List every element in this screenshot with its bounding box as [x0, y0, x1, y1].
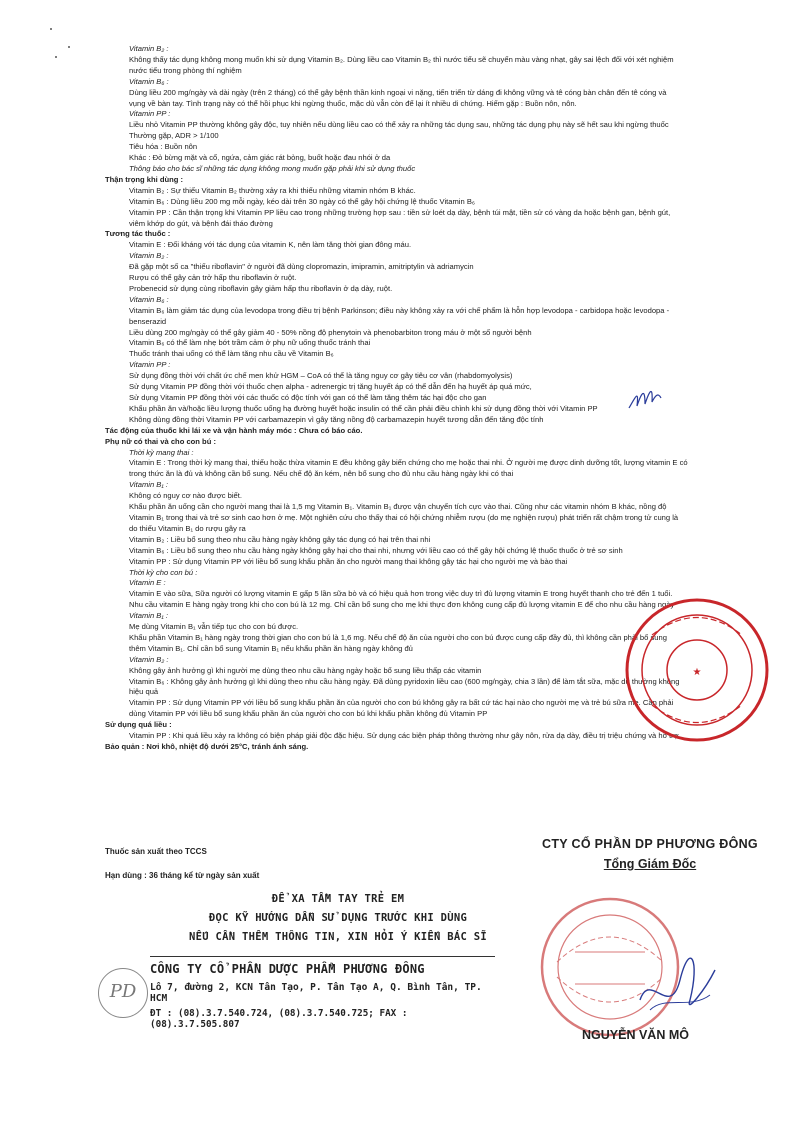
item-label: Vitamin B₂ :	[129, 654, 169, 664]
manufacturer-address: Lô 7, đường 2, KCN Tân Tạo, P. Tân Tạo A, Q. Bình Tân, TP. HCM	[150, 982, 482, 1004]
body-line: Đã gặp một số ca "thiếu riboflavin" ở người đã dùng clopromazin, imipramin, amitriptylin và adriamycin	[129, 262, 474, 272]
manufacturer-block	[150, 962, 495, 1030]
section-heading: Sử dụng quá liều :	[105, 720, 172, 730]
body-line: Vitamin E vào sữa, Sữa người có lượng vitamin E gấp 5 lần sữa bò và có hiệu quả hơn trong việc duy trì đủ lượng vitamin E trong huyết thanh cho trẻ đến 1 tuổi.	[129, 589, 673, 599]
item-label: Vitamin B₆ :	[129, 294, 169, 304]
production-info	[105, 840, 259, 888]
warning-line: NẾU CẦN THÊM THÔNG TIN, XIN HỎI Ý KIẾN BÁC SĨ	[189, 931, 487, 943]
scan-speck	[50, 28, 52, 30]
body-line: Không gây ảnh hưởng gì khi người mẹ dùng theo nhu cầu hàng ngày hoặc bổ sung liều thấp các vitamin	[129, 665, 482, 675]
section-heading: Phụ nữ có thai và cho con bú :	[105, 436, 216, 446]
body-line: Không dùng đồng thời Vitamin PP với carbamazepin vì gây tăng nồng độ carbamazepin huyết tương dẫn đến tăng độc tính	[129, 414, 544, 424]
body-line: Rượu có thể gây cản trở hấp thu riboflavin ở ruột.	[129, 273, 297, 283]
body-line: Vitamin B₆ có thể làm nhẹ bớt trầm cảm ở phụ nữ uống thuốc tránh thai	[129, 338, 371, 348]
body-line: nước tiểu trong phòng thí nghiệm	[129, 65, 242, 75]
section-heading: Bảo quản : Nơi khô, nhiệt độ dưới 25°C, tránh ánh sáng.	[105, 742, 309, 751]
body-line: Thuốc tránh thai uống có thể làm tăng nhu cầu về Vitamin B₆	[129, 349, 334, 359]
body-line: Vitamin PP : Khi quá liều xảy ra không có biện pháp giải độc đặc hiệu. Sử dụng các biện pháp thông thường như gây nôn, rửa dạ dày, điều trị triệu chứng và hỗ trợ.	[129, 731, 681, 741]
body-line: Dùng liều 200 mg/ngày và dài ngày (trên 2 tháng) có thể gây bệnh thần kinh ngoại vi nặng, tiến triển từ dáng đi không vững và tê cóng bàn chân đến tê cóng và	[129, 87, 667, 97]
item-label: Thời kỳ cho con bú :	[129, 567, 198, 577]
scan-speck	[68, 46, 70, 48]
body-line: Thường gặp, ADR > 1/100	[129, 131, 219, 141]
signer-title: Tổng Giám Đốc	[603, 857, 697, 871]
body-line: Vitamin B₆ làm giảm tác dụng của levodopa trong điều trị bệnh Parkinson; điều này không xảy ra với chế phẩm là hỗn hợp levodopa - carbidopa hoặc levodopa -	[129, 305, 670, 315]
body-line: Vitamin PP : Sử dụng Vitamin PP với liều bổ sung khẩu phần ăn của người cho con bú không gây ra bất cứ tác hại nào cho người mẹ và trẻ bú sữa mẹ. Cần phải	[129, 698, 674, 708]
body-line: Vitamin B₂ : Sự thiếu Vitamin B₂ thường xảy ra khi thiếu những vitamin nhóm B khác.	[129, 185, 416, 195]
expiry-info: Hạn dùng : 36 tháng kể từ ngày sản xuất	[105, 871, 260, 880]
body-line: Vitamin B₆ : Dùng liều 200 mg mỗi ngày, kéo dài trên 30 ngày có thể gây hội chứng lệ thuốc Vitamin B₆	[129, 196, 475, 206]
body-line: Vitamin E : Đối kháng với tác dụng của vitamin K, nên làm tăng thời gian đông máu.	[129, 240, 412, 250]
body-line: Vitamin PP : Sử dụng Vitamin PP với liều bổ sung khẩu phần ăn cho người mang thai không gây tác hại cho người mẹ và bào thai	[129, 556, 568, 566]
scan-speck	[55, 56, 57, 58]
warning-line: ĐỌC KỸ HƯỚNG DẪN SỬ DỤNG TRƯỚC KHI DÙNG	[208, 912, 468, 924]
ministry-seal-icon	[622, 595, 772, 745]
item-label: Vitamin PP :	[129, 360, 171, 370]
body-line: Mẹ dùng Vitamin B₁ vẫn tiếp tục cho con bú được.	[129, 622, 299, 632]
item-label: Vitamin E :	[129, 578, 166, 588]
item-label: Vitamin B₂ :	[129, 44, 169, 53]
item-label: Thông báo cho bác sĩ những tác dụng không mong muốn gặp phải khi sử dụng thuốc	[129, 163, 416, 173]
body-line: Vitamin B₂ : Liều bổ sung theo nhu cầu hàng ngày không gây tác dụng có hại trên thai nhi	[129, 534, 431, 544]
body-line: viêm khớp do gút, và bệnh đái tháo đường	[129, 218, 273, 228]
body-line: Nhu cầu vitamin E hàng ngày trong khi cho con bú là 12 mg. Chỉ cần bổ sung cho mẹ khi thực đơn không cung cấp đủ lượng vitamin E để cho nhu cầu hàng ngày	[129, 600, 675, 610]
body-line: Sử dụng Vitamin PP đồng thời với các thuốc có độc tính với gan có thể làm tăng thêm tác hại độc cho gan	[129, 393, 487, 402]
production-standard: Thuốc sản xuất theo TCCS	[105, 847, 207, 856]
item-label: Vitamin B₂ :	[129, 251, 169, 261]
company-logo-icon: PD	[98, 968, 148, 1018]
body-line: Liều nhỏ Vitamin PP thường không gây độc, tuy nhiên nếu dùng liều cao có thể xảy ra những tác dụng sau, những tác dụng phụ này sẽ hết sau khi ngừng thuốc	[129, 120, 669, 130]
company-name: CTY CỔ PHẦN DP PHƯƠNG ĐÔNG	[542, 837, 758, 851]
handwritten-initial	[625, 378, 665, 418]
body-line: Tiêu hóa : Buồn nôn	[129, 142, 198, 152]
body-line: Probenecid sử dụng cùng riboflavin gây giảm hấp thu riboflavin ở dạ dày, ruột.	[129, 283, 393, 293]
body-line: thêm Vitamin B₁. Chỉ cần bổ sung Vitamin B₁ nếu khẩu phần ăn hàng ngày không đủ	[129, 643, 413, 653]
manufacturer-phone: ĐT : (08).3.7.540.724, (08).3.7.540.725; FAX : (08).3.7.505.807	[150, 1008, 408, 1030]
body-line: Vitamin E : Trong thời kỳ mang thai, thiếu hoặc thừa vitamin E đều không gây biến chứng cho mẹ hoặc thai nhi. Ở người mẹ được dinh dưỡng tốt, lượng vitamin E có	[129, 458, 688, 468]
svg-text:★: ★	[692, 667, 702, 678]
body-line: Vitamin B₆ : Liều bổ sung theo nhu cầu hàng ngày không gây hại cho thai nhi, nhưng với liều cao có thể gây hội chứng lệ thuốc thuốc ở trẻ sơ sinh	[129, 545, 623, 555]
item-label: Vitamin PP :	[129, 109, 171, 119]
body-line: Khẩu phần ăn uống cần cho người mang thai là 1,5 mg Vitamin B₁. Vitamin B₁ được vận chuyển tích cực vào thai. Cũng như các vitamin nhóm B khác, nồng độ	[129, 502, 667, 512]
warning-line: ĐỂ XA TẦM TAY TRẺ EM	[271, 893, 405, 905]
manufacturer-name: CÔNG TY CỔ PHẦN DƯỢC PHẨM PHƯƠNG ĐÔNG	[150, 962, 425, 976]
item-label: Vitamin B₁ :	[129, 611, 168, 621]
signer-name: NGUYỄN VĂN MÔ	[582, 1028, 689, 1042]
body-line: vụng về bàn tay. Tình trạng này có thể hồi phục khi ngừng thuốc, mặc dù vẫn còn để lại ít nhiều di chứng. Hiếm gặp : Buồn nôn, nôn.	[129, 98, 577, 108]
body-line: trong thức ăn là đủ và không cần bổ sung. Nếu chế độ ăn kém, nên bổ sung cho đủ nhu cầu hàng ngày khi có thai	[129, 469, 514, 479]
divider	[150, 956, 495, 957]
body-line: dùng Vitamin PP với liều bổ sung khẩu phần ăn của người cho con bú khi khẩu phần không đủ Vitamin PP	[129, 709, 488, 719]
signature-icon	[630, 940, 720, 1030]
warning-block	[168, 890, 508, 947]
item-label: Thời kỳ mang thai :	[129, 447, 194, 457]
body-line: Vitamin B₁ trong thai và trẻ sơ sinh cao hơn ở mẹ. Một nghiên cứu cho thấy thai có hội chứng nhiễm rượu (do mẹ nghiện rượu) phát triển rất chậm trong tử cung là	[129, 512, 679, 522]
body-line: Vitamin B₆ : Không gây ảnh hưởng gì khi dùng theo nhu cầu hàng ngày. Đã dùng pyridoxin liều cao (600 mg/ngày, chia 3 lần) để làm tắt sữa, mặc dù thường không	[129, 676, 680, 686]
body-line: Khẩu phần ăn và/hoặc liều lượng thuốc uống hạ đường huyết hoặc insulin có thể cần phải điều chỉnh khi sử dụng đồng thời với Vitamin PP	[129, 403, 598, 413]
body-line: benserazid	[129, 316, 167, 326]
section-heading: Thận trọng khi dùng :	[105, 174, 184, 184]
body-line: hiệu quả	[129, 687, 159, 697]
item-label: Vitamin B₁ :	[129, 480, 168, 490]
section-heading: Tác động của thuốc khi lái xe và vận hành máy móc : Chưa có báo cáo.	[105, 425, 363, 435]
body-line: Không có nguy cơ nào được biết.	[129, 491, 242, 501]
body-line: Sử dụng Vitamin PP đồng thời với thuốc chẹn alpha - adrenergic trị tăng huyết áp có thể dẫn đến hạ huyết áp quá mức,	[129, 382, 532, 392]
body-line: Sử dụng đồng thời với chất ức chế men khử HGM – CoA có thể là tăng nguy cơ gây tiêu cơ vân (rhabdomyolysis)	[129, 371, 513, 381]
body-line: Khác : Đỏ bừng mặt và cổ, ngứa, cảm giác rát bỏng, buốt hoặc đau nhói ở da	[129, 153, 391, 163]
body-line: Liều dùng 200 mg/ngày có thể gây giảm 40 - 50% nồng độ phenytoin và phenobarbiton trong máu ở một số người bệnh	[129, 327, 532, 337]
section-heading: Tương tác thuốc :	[105, 229, 171, 239]
body-line: Vitamin PP : Cần thận trọng khi Vitamin PP liều cao trong những trường hợp sau : tiền sử loét dạ dày, bệnh túi mật, tiền sử có vàng da hoặc bệnh gan, bệnh gút,	[129, 207, 671, 217]
body-line: do thiếu Vitamin B₁ do rượu gây ra	[129, 523, 246, 533]
body-line: Khẩu phần Vitamin B₁ hàng ngày trong thời gian cho con bú là 1,6 mg. Nếu chế độ ăn của người cho con bú được cung cấp đầy đủ, thì không cần phải bổ sung	[129, 632, 667, 642]
company-signature-block	[520, 837, 780, 871]
item-label: Vitamin B₆ :	[129, 76, 169, 86]
body-line: Không thấy tác dụng không mong muốn khi sử dụng Vitamin B₂. Dùng liều cao Vitamin B₂ thì nước tiểu sẽ chuyển màu vàng nhạt, gây sai lệch đối với xét nghiệm	[129, 54, 674, 64]
